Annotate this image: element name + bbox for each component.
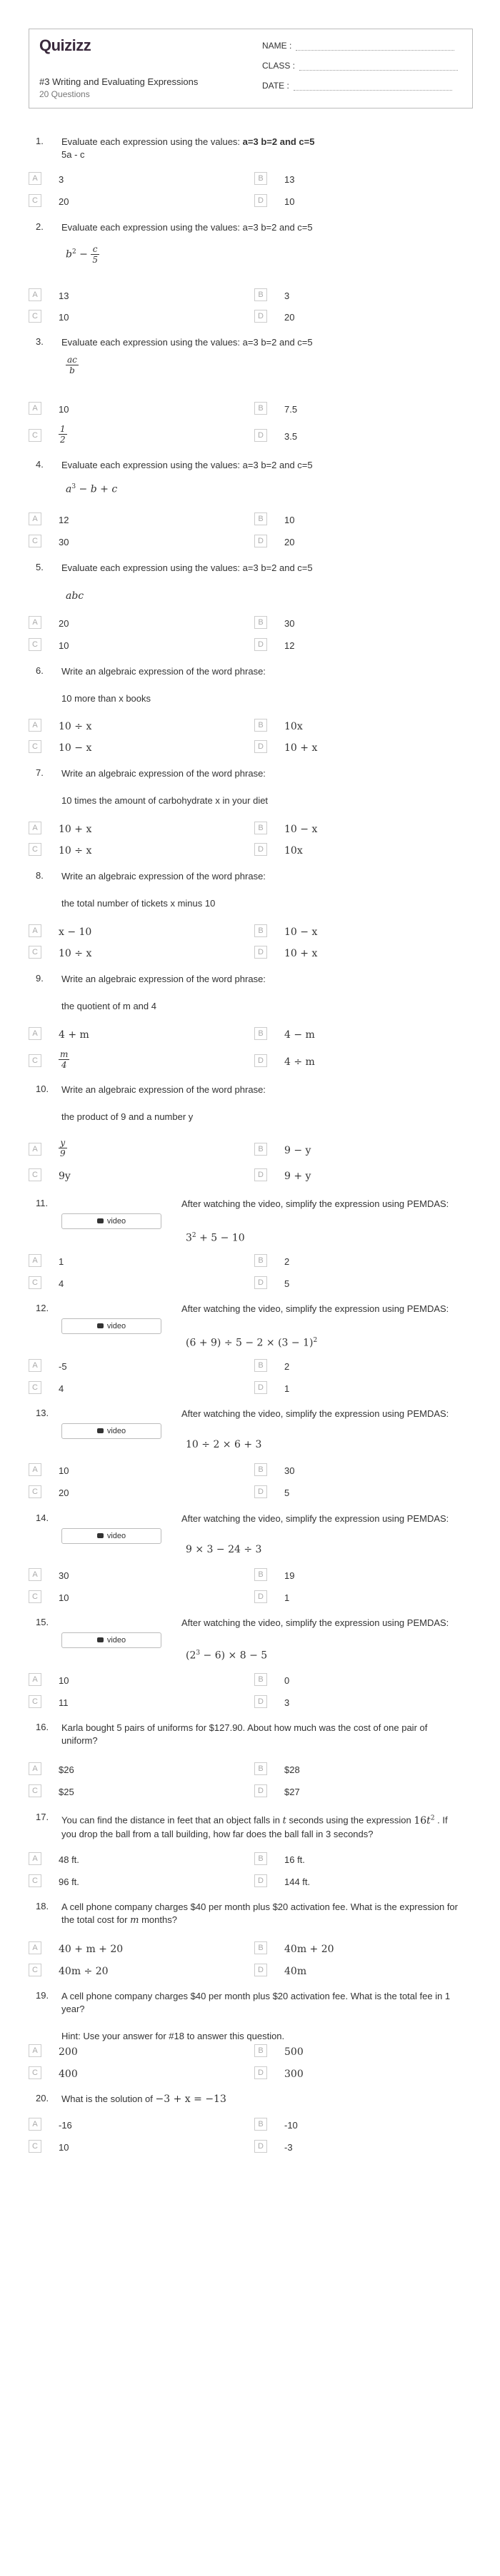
word-phrase: the product of 9 and a number y [61, 1111, 194, 1122]
video-button[interactable]: video [61, 1632, 161, 1648]
question-expression: $\frac{ac}{b}$ [67, 355, 77, 375]
question-text: Write an algebraic expression of the word phrase: [61, 871, 266, 882]
question-expression: $b^2$ − $\frac{c}{5}$ [66, 244, 98, 265]
word-phrase: the total number of tickets x minus 10 [61, 898, 216, 909]
question-text: Karla bought 5 pairs of uniforms for $127.90. About how much was the cost of one pair of uniform? [61, 1722, 428, 1746]
video-play-icon [97, 1637, 104, 1642]
question-count: 20 Questions [39, 89, 90, 99]
video-button[interactable]: video [61, 1318, 161, 1334]
question-text: Evaluate each expression using the values: a=3 b=2 and c=5 [61, 562, 313, 573]
quizizz-logo: Quizizz [39, 36, 91, 54]
video-button[interactable]: video [61, 1213, 161, 1229]
question-text: Write an algebraic expression of the word phrase: [61, 666, 266, 677]
question-text: Write an algebraic expression of the word phrase: [61, 1084, 266, 1095]
question-expression: 5a - c [61, 149, 85, 160]
question-text: Write an algebraic expression of the word phrase: [61, 768, 266, 779]
question-expression: 9 × 3 − 24 ÷ 3 [186, 1544, 262, 1555]
question-text: Evaluate each expression using the values: a=3 b=2 and c=5 [61, 222, 313, 233]
video-button[interactable]: video [61, 1528, 161, 1544]
question-text: A cell phone company charges $40 per month plus $20 activation fee. What is the total fee in 1 year? [61, 1991, 451, 2014]
question-text: What is the solution of −3 + x = −13 [61, 2093, 226, 2105]
worksheet-title: #3 Writing and Evaluating Expressions [39, 76, 199, 87]
question-text: A cell phone company charges $40 per month plus $20 activation fee. What is the expression for the total cost for m months? [61, 1901, 458, 1926]
question-text: After watching the video, simplify the expression using PEMDAS: [181, 1513, 449, 1524]
video-play-icon [97, 1218, 104, 1223]
question-text: After watching the video, simplify the expression using PEMDAS: [181, 1303, 449, 1314]
name-field[interactable]: NAME : [262, 41, 454, 51]
question-hint: Hint: Use your answer for #18 to answer this question. [61, 2031, 285, 2041]
word-phrase: 10 times the amount of carbohydrate x in your diet [61, 795, 269, 806]
question-expression: $3^2 + 5 - 10$ [186, 1232, 245, 1244]
word-phrase: 10 more than x books [61, 693, 151, 704]
question-text: Evaluate each expression using the values: a=3 b=2 and c=5 [61, 337, 313, 348]
class-field[interactable]: CLASS : [262, 61, 458, 71]
question-text: After watching the video, simplify the expression using PEMDAS: [181, 1198, 449, 1209]
video-play-icon [97, 1533, 104, 1538]
question-expression: $(2^3 - 6) \times 8 - 5$ [186, 1650, 268, 1662]
question-expression: $a^3 - b + c$ [66, 483, 118, 495]
question-expression: abc [66, 590, 84, 602]
question-text: After watching the video, simplify the expression using PEMDAS: [181, 1408, 449, 1419]
question-text: Evaluate each expression using the values: [61, 136, 241, 147]
question-text: Evaluate each expression using the values: a=3 b=2 and c=5 [61, 460, 313, 470]
question-values: a=3 b=2 and c=5 [242, 136, 315, 147]
question-text: After watching the video, simplify the expression using PEMDAS: [181, 1617, 449, 1628]
video-play-icon [97, 1428, 104, 1433]
word-phrase: the quotient of m and 4 [61, 1001, 156, 1011]
question-text: Write an algebraic expression of the word phrase: [61, 974, 266, 984]
question-text: You can find the distance in feet that an object falls in t seconds using the expression $16t^2$ . If you drop the ball from a tall building, how far does the ball fall in 3 seconds? [61, 1814, 448, 1839]
question-expression: 10 ÷ 2 × 6 + 3 [186, 1439, 262, 1450]
video-play-icon [97, 1323, 104, 1328]
question-expression: $(6 + 9) \div 5 - 2 \times (3 - 1)^2$ [186, 1337, 318, 1349]
date-field[interactable]: DATE : [262, 81, 452, 91]
video-button[interactable]: video [61, 1423, 161, 1439]
worksheet-header [29, 29, 473, 108]
